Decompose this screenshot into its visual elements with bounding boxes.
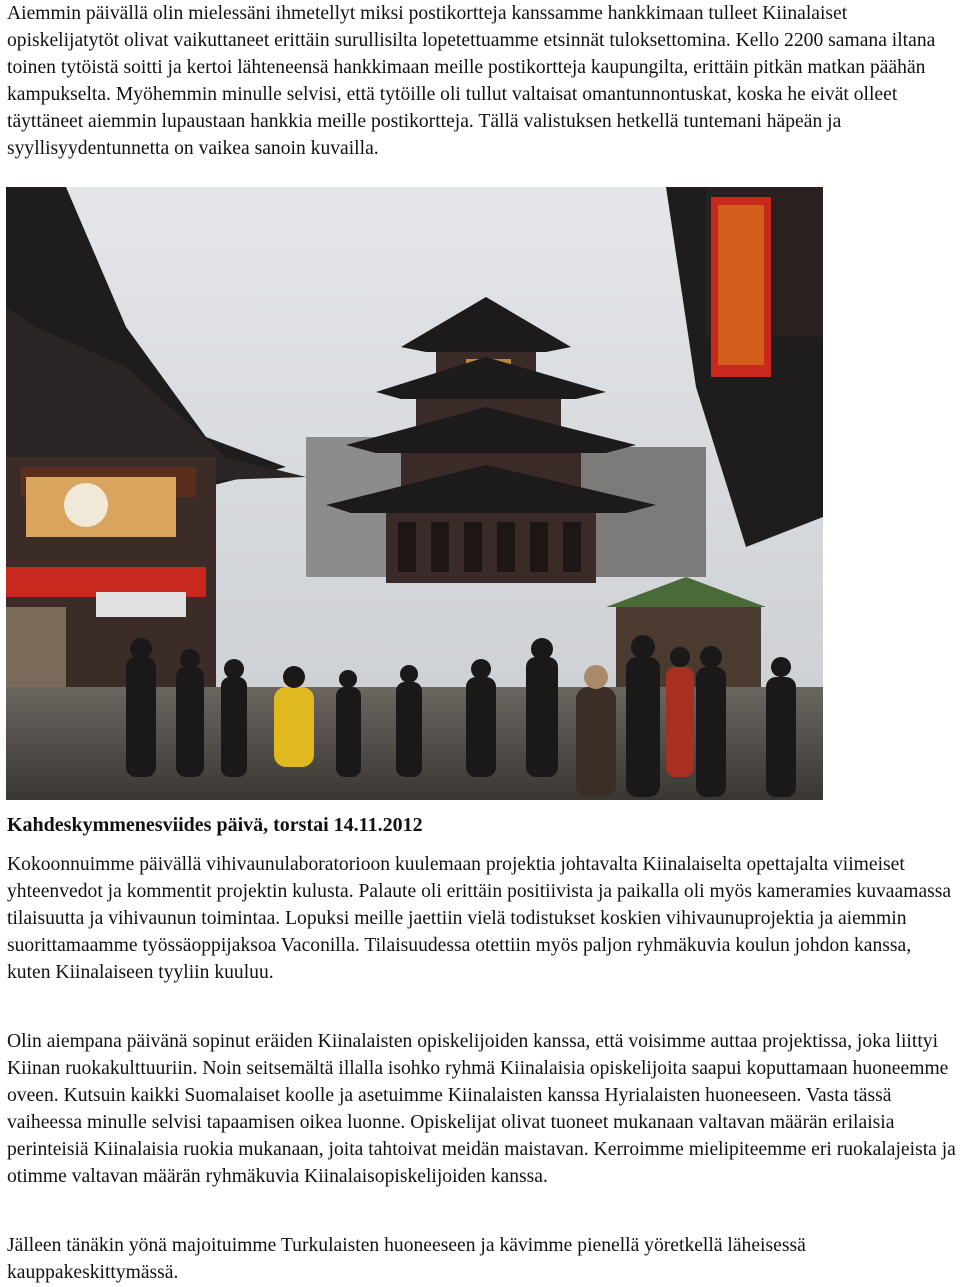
day-paragraph-2: Olin aiempana päivänä sopinut eräiden Kiinalaisten opiskelijoiden kanssa, että voisimme auttaa projektissa, joka liittyi Kiinan ruokakulttuuriin. Noin seitsemältä illalla isohko ryhmä Kiinalaisia opiskelijoita saapui koputtamaan huoneemme oveen. Kutsuin kaikki Suomalaiset koolle ja asetuimme Kiinalaisten kanssa Hyrialaisten huoneeseen. Vasta tässä vaiheessa minulle selvisi tapaamisen oikea luonne. Opiskelijat olivat tuoneet mukanaan valtavan määrän erilaisia perinteisiä Kiinalaisia ruokia mukanaan, joita tahtoivat meidän maistavan. Kerroimme mielipiteemme eri ruokalajeista ja otimme valtavan määrän ryhmäkuvia Kiinalaisopiskelijoiden kanssa. [7, 1031, 956, 1187]
day-heading: Kahdeskymmenesviides päivä, torstai 14.11.2012 [7, 814, 423, 836]
pagoda-photo [6, 187, 823, 800]
day-paragraph-1: Kokoonnuimme päivällä vihivaunulaboratorioon kuulemaan projektia johtavalta Kiinalaiselta opettajalta viimeiset yhteenvedot ja kommentit projektin kulusta. Palaute oli erittäin positiivista ja paikalla oli myös kameramies kuvaamassa tilaisuutta ja vihivaunun toimintaa. Lopuksi meille jaettiin vielä todistukset koskien vihivaunuprojektia ja aiemmin suorittamaamme työssäoppijaksoa Vaconilla. Tilaisuudessa otettiin myös paljon ryhmäkuvia koulun johdon kanssa, kuten Kiinalaiseen tyyliin kuuluu. [7, 854, 952, 983]
intro-paragraph: Aiemmin päivällä olin mielessäni ihmetellyt miksi postikortteja kanssamme hankkimaan tulleet Kiinalaiset opiskelijatytöt olivat vaikuttaneet erittäin surullisilta lopetettuamme etsinnät tuloksettomina. Kello 2200 samana iltana toinen tytöistä soitti ja kertoi lähteneensä hankkimaan meille postikortteja kaupungilta, erittäin pitkän matkan päähän kampukselta. Myöhemmin minulle selvisi, että tytöille oli tullut valtaisat omantunnontuskat, koska he eivät olleet täyttäneet aiemmin lupaustaan hankkia meille postikortteja. Tällä valistuksen hetkellä tuntemani häpeän ja syyllisyydentunnetta on vaikea sanoin kuvailla. [7, 3, 936, 159]
day-paragraph-3: Jälleen tänäkin yönä majoituimme Turkulaisten huoneeseen ja kävimme pienellä yöretkellä läheisessä kauppakeskittymässä. [7, 1235, 806, 1283]
